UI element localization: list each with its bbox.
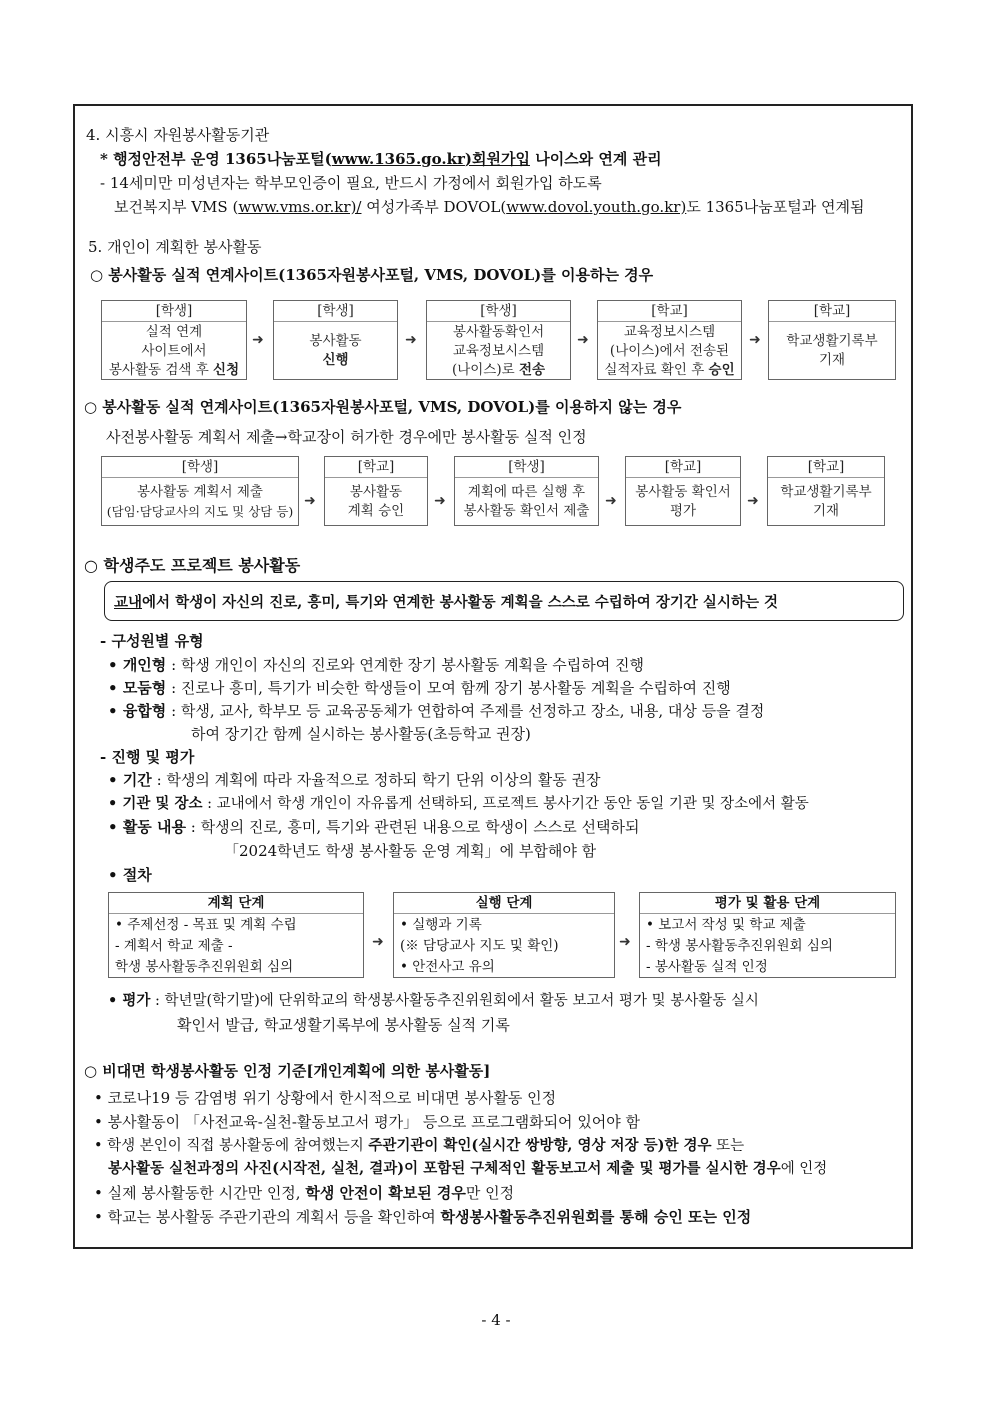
progress-evaluation: • 평가 : 학년말(학기말)에 단위학교의 학생봉사활동추진위원회에서 활동 보고서 평가 및 봉사활동 실시 xyxy=(108,992,759,1009)
types-title: - 구성원별 유형 xyxy=(100,632,204,650)
project-heading: ○ 학생주도 프로젝트 봉사활동 xyxy=(84,556,301,575)
progress-content-cont: 「2024학년도 학생 봉사활동 운영 계획」에 부합해야 함 xyxy=(224,842,597,860)
stage-plan: 계획 단계 • 주제선정 - 목표 및 계획 수립 - 계획서 학교 제출 - 학생 봉사활동추진위원회 심의 xyxy=(108,892,364,978)
stage-evaluate: 평가 및 활용 단계 • 보고서 작성 및 학교 제출 - 학생 봉사활동추진위원회 심의 - 봉사활동 실적 인정 xyxy=(639,892,896,978)
flow1-step-2: [학생] 봉사활동 신행 xyxy=(273,300,398,380)
arrow-icon: ➜ xyxy=(605,493,617,509)
flow2-step-1: [학생] 봉사활동 계획서 제출 (담임·담당교사의 지도 및 상담 등) xyxy=(101,456,299,526)
arrow-icon: ➜ xyxy=(577,332,589,348)
flow2-step-2: [학교] 봉사활동 계획 승인 xyxy=(324,456,428,526)
remote-bullet-5: • 학교는 봉사활동 주관기관의 계획서 등을 확인하여 학생봉사활동추진위원회를 통해 승인 또는 인정 xyxy=(94,1208,752,1226)
section4-note: * 행정안전부 운영 1365나눔포털(www.1365.go.kr)회원가입 나이스와 연계 관리 xyxy=(100,150,662,168)
arrow-icon: ➜ xyxy=(372,934,384,950)
remote-bullet-1: • 코로나19 등 감염병 위기 상황에서 한시적으로 비대면 봉사활동 인정 xyxy=(94,1089,557,1107)
type-fusion: • 융합형 : 학생, 교사, 학부모 등 교육공동체가 연합하여 주제를 선정하고 장소, 내용, 대상 등을 결정 xyxy=(108,702,765,720)
flow1-step-4: [학교] 교육정보시스템 (나이스)에서 전송된 실적자료 확인 후 승인 xyxy=(597,300,742,380)
page-number: - 4 - xyxy=(481,1311,511,1329)
flow1-step-1: [학생] 실적 연계 사이트에서 봉사활동 검색 후 신청 xyxy=(101,300,247,380)
section4-line1: - 14세미만 미성년자는 학부모인증이 필요, 반드시 가정에서 회원가입 하도록 xyxy=(100,174,602,192)
dovol-link[interactable]: www.dovol.youth.go.kr) xyxy=(506,198,687,216)
type-fusion-cont: 하여 장기간 함께 실시하는 봉사활동(초등학교 권장) xyxy=(191,725,531,743)
portal-link[interactable]: www.1365.go.kr xyxy=(331,150,465,168)
arrow-icon: ➜ xyxy=(749,332,761,348)
progress-period: • 기간 : 학생의 계획에 따라 자율적으로 정하되 학기 단위 이상의 활동 권장 xyxy=(108,771,601,789)
flow1-step-5: [학교] 학교생활기록부 기재 xyxy=(768,300,896,380)
case1-heading: ○ 봉사활동 실적 연계사이트(1365자원봉사포털, VMS, DOVOL)를 이용하는 경우 xyxy=(90,266,654,284)
remote-bullet-4: • 실제 봉사활동한 시간만 인정, 학생 안전이 확보된 경우만 인정 xyxy=(94,1184,515,1202)
section4-line2: 보건복지부 VMS (www.vms.or.kr)/ 여성가족부 DOVOL(www.dovol.youth.go.kr)도 1365나눔포털과 연계됨 xyxy=(114,198,865,216)
progress-content: • 활동 내용 : 학생의 진로, 흥미, 특기와 관련된 내용으로 학생이 스스로 선택하되 xyxy=(108,818,640,836)
type-individual: • 개인형 : 학생 개인이 자신의 진로와 연계한 장기 봉사활동 계획을 수립하여 진행 xyxy=(108,656,645,674)
flow1-step-3: [학생] 봉사활동확인서 교육정보시스템 (나이스)로 전송 xyxy=(426,300,571,380)
arrow-icon: ➜ xyxy=(252,332,264,348)
arrow-icon: ➜ xyxy=(304,493,316,509)
flow2-step-3: [학생] 계획에 따른 실행 후 봉사활동 확인서 제출 xyxy=(454,456,599,526)
arrow-icon: ➜ xyxy=(619,934,631,950)
flow2-step-4: [학교] 봉사활동 확인서 평가 xyxy=(625,456,741,526)
remote-bullet-3-cont: 봉사활동 실천과정의 사진(시작전, 실천, 결과)이 포함된 구체적인 활동보고서 제출 및 평가를 실시한 경우에 인정 xyxy=(108,1160,828,1177)
remote-bullet-3: • 학생 본인이 직접 봉사활동에 참여했는지 주관기관이 확인(실시간 쌍방향, 영상 저장 등)한 경우 또는 xyxy=(94,1137,745,1154)
stage-execute: 실행 단계 • 실행과 기록 (※ 담당교사 지도 및 확인) • 안전사고 유의 xyxy=(393,892,615,978)
case2-description: 사전봉사활동 계획서 제출→학교장이 허가한 경우에만 봉사활동 실적 인정 xyxy=(106,428,587,446)
arrow-icon: ➜ xyxy=(747,493,759,509)
case2-heading: ○ 봉사활동 실적 연계사이트(1365자원봉사포털, VMS, DOVOL)를 이용하지 않는 경우 xyxy=(84,398,682,416)
progress-evaluation-cont: 확인서 발급, 학교생활기록부에 봉사활동 실적 기록 xyxy=(177,1016,510,1034)
remote-bullet-2: • 봉사활동이 「사전교육-실천-활동보고서 평가」 등으로 프로그램화되어 있어야 함 xyxy=(94,1113,641,1131)
vms-link[interactable]: www.vms.or.kr)/ xyxy=(238,198,362,216)
remote-heading: ○ 비대면 학생봉사활동 인정 기준[개인계획에 의한 봉사활동] xyxy=(84,1062,491,1080)
section4-title: 4. 시흥시 자원봉사활동기관 xyxy=(86,126,270,144)
project-definition: 교내에서 학생이 자신의 진로, 흥미, 특기와 연계한 봉사활동 계획을 스스로 수립하여 장기간 실시하는 것 xyxy=(114,594,779,611)
progress-title: - 진행 및 평가 xyxy=(100,748,195,766)
progress-procedure: • 절차 xyxy=(108,866,152,884)
arrow-icon: ➜ xyxy=(405,332,417,348)
type-group: • 모둠형 : 진로나 흥미, 특기가 비슷한 학생들이 모여 함께 장기 봉사활동 계획을 수립하여 진행 xyxy=(108,679,731,697)
progress-place: • 기관 및 장소 : 교내에서 학생 개인이 자유롭게 선택하되, 프로젝트 봉사기간 동안 동일 기관 및 장소에서 활동 xyxy=(108,795,809,812)
section5-title: 5. 개인이 계획한 봉사활동 xyxy=(88,238,262,256)
flow2-step-5: [학교] 학교생활기록부 기재 xyxy=(767,456,885,526)
arrow-icon: ➜ xyxy=(434,493,446,509)
